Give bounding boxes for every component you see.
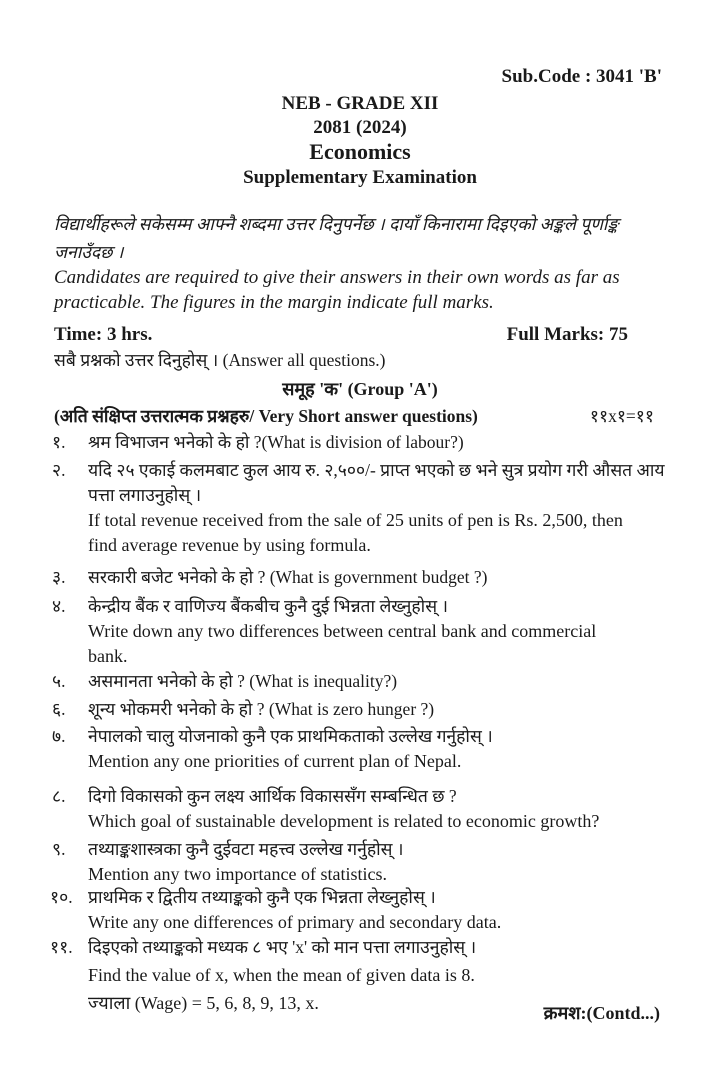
section-marks: ११x१=११ [589,406,654,426]
question-text [88,784,664,834]
section-label: (अति संक्षिप्त उत्तरात्मक प्रश्नहरु/ Very Short answer questions) [54,406,478,426]
question-line: Write down any two differences between central bank and commercial [88,621,597,641]
group-heading: समूह 'क' (Group 'A') [282,379,438,399]
subject-code: Sub.Code : 3041 'B' [501,66,662,87]
question-line: यदि २५ एकाई कलमबाट कुल आय रु. २,५००/- प्राप्त भएको छ भने सुत्र प्रयोग गरी औसत आय [88,460,665,480]
question-line: Mention any two importance of statistics. [88,864,387,884]
question-text [88,697,664,722]
question-text [88,885,664,935]
question-line: श्रम विभाजन भनेको के हो ?(What is division of labour?) [88,432,464,452]
question-text [88,430,664,455]
board-title: NEB - GRADE XII [281,93,439,114]
question-text [88,594,664,669]
continued-label: क्रमश:(Contd...) [543,1003,660,1023]
answer-all-instruction: सबै प्रश्नको उत्तर दिनुहोस् । (Answer all questions.) [54,350,386,370]
question-number: ५. [52,671,66,691]
instructions-nepali-line1: विद्यार्थीहरूले सकेसम्म आफ्नै शब्दमा उत्तर दिनुपर्नेछ । दायाँ किनारामा दिइएको अङ्कले पूर्णाङ्क [54,214,619,234]
question-line: दिइएको तथ्याङ्कको मध्यक ८ भए 'x' को मान पत्ता लगाउनुहोस् । [88,937,477,957]
question-number: ११. [50,937,73,957]
instructions-nepali [54,210,664,266]
instructions-nepali-line2: जनाउँदछ । [54,242,124,262]
exam-type: Supplementary Examination [243,167,477,188]
question-number: ६. [52,699,66,719]
question-text [88,458,664,558]
question-line: ज्याला (Wage) = 5, 6, 8, 9, 13, x. [88,993,319,1013]
question-line: Write any one differences of primary and secondary data. [88,912,502,932]
question-line: If total revenue received from the sale of 25 units of pen is Rs. 2,500, then [88,510,623,530]
subject-title: Economics [309,139,411,164]
question-number: २. [52,460,66,480]
question-line: Which goal of sustainable development is related to economic growth? [88,811,600,831]
question-text [88,669,664,694]
question-text [88,837,664,887]
question-line: bank. [88,646,128,666]
question-number: ४. [52,596,66,616]
question-number: १०. [50,887,73,907]
question-text [88,565,664,590]
question-number: १. [52,432,66,452]
question-line: असमानता भनेको के हो ? (What is inequality?) [88,671,398,691]
question-line: केन्द्रीय बैंक र वाणिज्य बैंकबीच कुनै दुई भिन्नता लेख्नुहोस् । [88,596,449,616]
question-line: नेपालको चालु योजनाको कुनै एक प्राथमिकताको उल्लेख गर्नुहोस् । [88,726,493,746]
full-marks: Full Marks: 75 [506,324,628,345]
question-line: शून्य भोकमरी भनेको के हो ? (What is zero hunger ?) [88,699,435,719]
instructions-english [54,265,669,315]
instructions-english-line2: practicable. The figures in the margin indicate full marks. [54,292,494,313]
question-text [88,724,664,774]
exam-year: 2081 (2024) [313,117,407,138]
question-line: find average revenue by using formula. [88,535,371,555]
instructions-english-line1: Candidates are required to give their answers in their own words as far as [54,267,620,288]
time-allowed: Time: 3 hrs. [54,324,153,345]
question-number: ८. [52,786,66,806]
question-number: ९. [52,839,66,859]
question-number: ३. [52,567,66,587]
question-line: सरकारी बजेट भनेको के हो ? (What is government budget ?) [88,567,488,587]
question-number: ७. [52,726,66,746]
question-line: तथ्याङ्कशास्त्रका कुनै दुईवटा महत्त्व उल्लेख गर्नुहोस् । [88,839,404,859]
question-line: Find the value of x, when the mean of given data is 8. [88,965,475,985]
question-line: प्राथमिक र द्वितीय तथ्याङ्कको कुनै एक भिन्नता लेख्नुहोस् । [88,887,436,907]
question-line: पत्ता लगाउनुहोस् । [88,485,202,505]
question-line: Mention any one priorities of current plan of Nepal. [88,751,462,771]
question-line: दिगो विकासको कुन लक्ष्य आर्थिक विकाससँग सम्बन्धित छ ? [88,786,457,806]
